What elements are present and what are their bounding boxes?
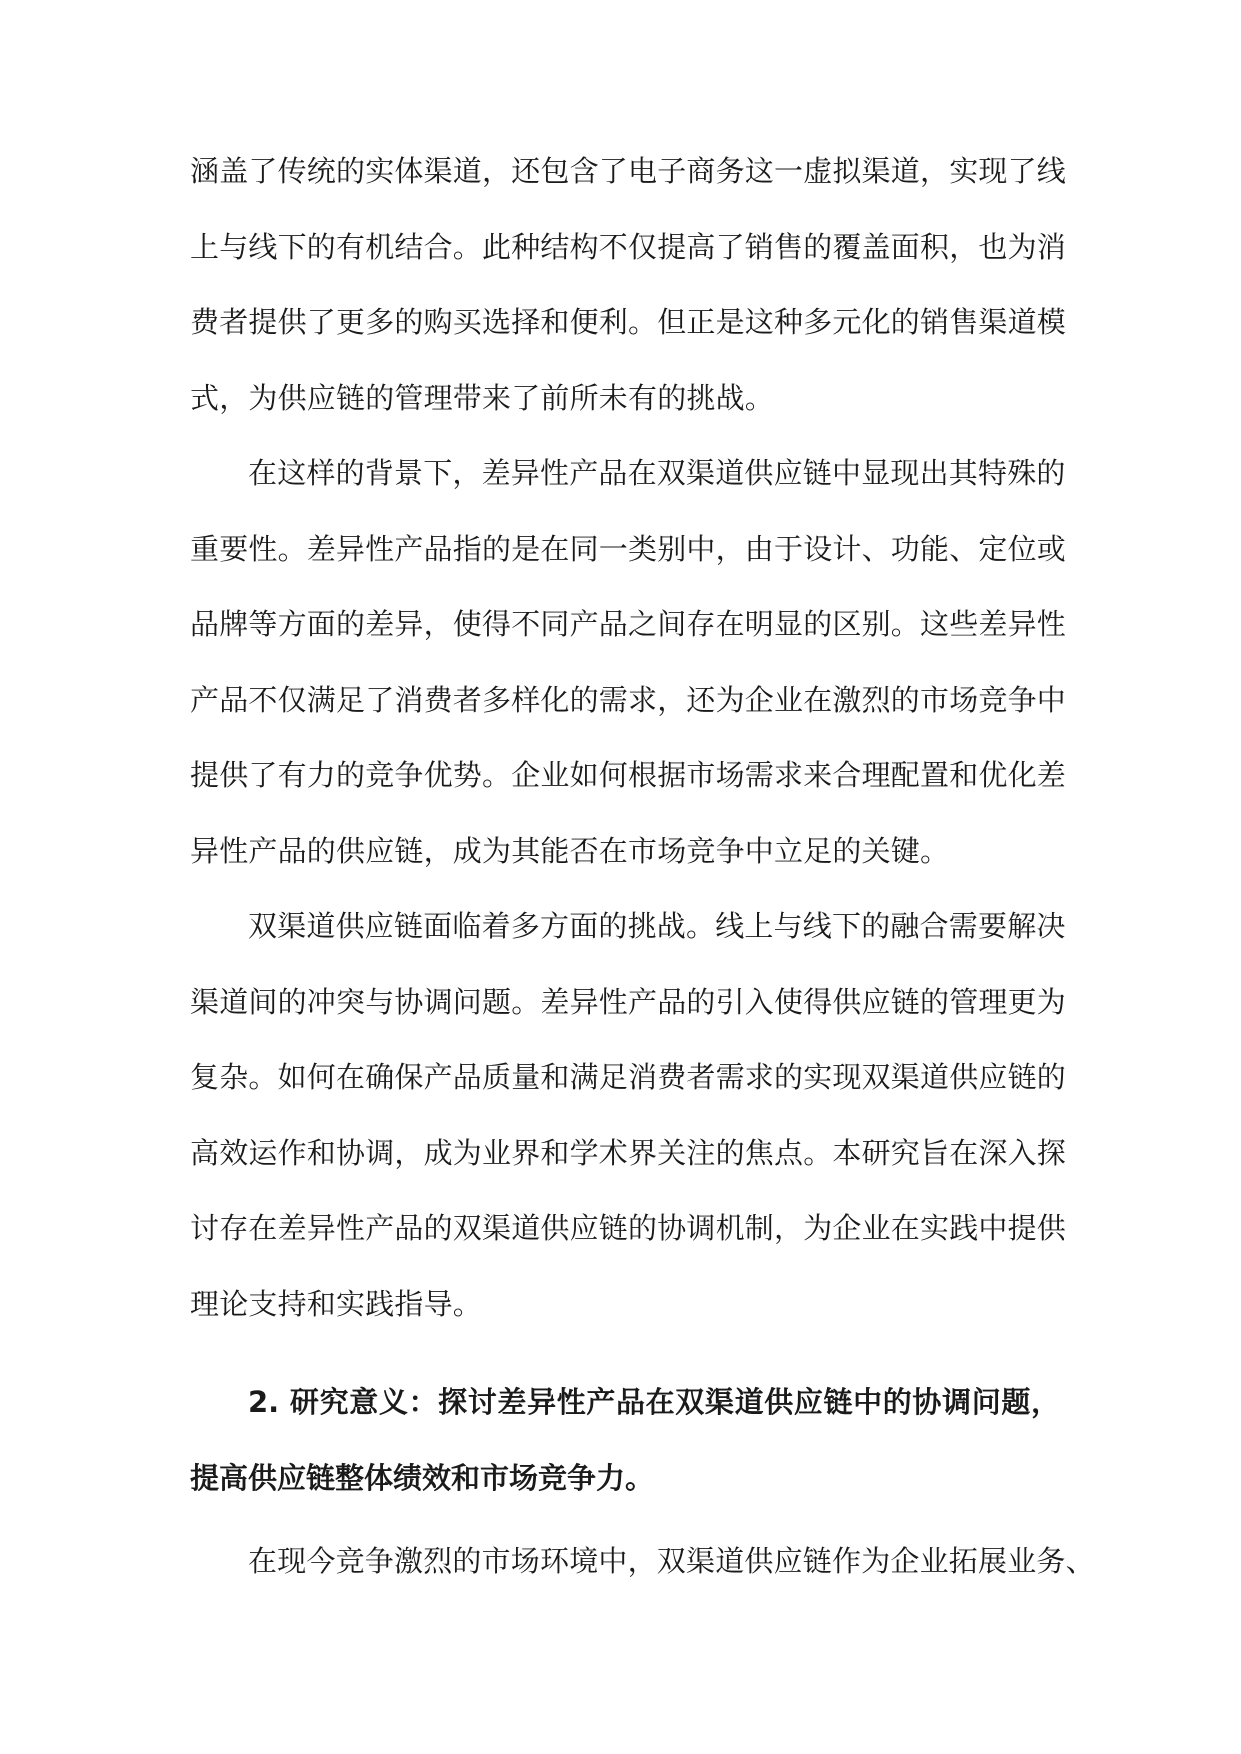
text-line: 品牌等方面的差异，使得不同产品之间存在明显的区别。这些差异性: [190, 607, 1067, 641]
paragraph-3: [190, 898, 1067, 1351]
text-line: 异性产品的供应链，成为其能否在市场竞争中立足的关键。: [190, 833, 950, 868]
text-line: 上与线下的有机结合。此种结构不仅提高了销售的覆盖面积，也为消: [190, 229, 1067, 264]
text-line: 提供了有力的竞争优势。企业如何根据市场需求来合理配置和优化差: [190, 758, 1067, 792]
text-line: 讨存在差异性产品的双渠道供应链的协调机制，为企业在实践中提供: [190, 1211, 1067, 1245]
text-line: 涵盖了传统的实体渠道，还包含了电子商务这一虚拟渠道，实现了线: [190, 154, 1067, 188]
text-line: 式，为供应链的管理带来了前所未有的挑战。: [190, 380, 775, 415]
text-line: 产品不仅满足了消费者多样化的需求，还为企业在激烈的市场竞争中: [190, 682, 1067, 717]
section-heading: [190, 1374, 1060, 1525]
text-line: 理论支持和实践指导。: [190, 1286, 483, 1321]
text-line: 费者提供了更多的购买选择和便利。但正是这种多元化的销售渠道模: [190, 305, 1067, 339]
paragraph-2: [190, 445, 1067, 898]
text-line: 双渠道供应链面临着多方面的挑战。线上与线下的融合需要解决: [248, 909, 1066, 943]
text-line: 在现今竞争激烈的市场环境中，双渠道供应链作为企业拓展业务、: [248, 1544, 1095, 1578]
heading-line: 2. 研究意义：探讨差异性产品在双渠道供应链中的协调问题，: [248, 1385, 1060, 1419]
heading-gap: [190, 1525, 1060, 1533]
text-line: 在这样的背景下，差异性产品在双渠道供应链中显现出其特殊的: [248, 456, 1066, 490]
heading-line: 提高供应链整体绩效和市场竞争力。: [190, 1460, 655, 1495]
text-line: 渠道间的冲突与协调问题。差异性产品的引入使得供应链的管理更为: [190, 984, 1067, 1019]
text-line: 重要性。差异性产品指的是在同一类别中，由于设计、功能、定位或: [190, 531, 1067, 566]
paragraph-1: [190, 143, 1067, 445]
text-line: 复杂。如何在确保产品质量和满足消费者需求的实现双渠道供应链的: [190, 1060, 1067, 1094]
paragraph-gap: [190, 1351, 1060, 1374]
paragraph-4: [190, 1533, 1095, 1609]
document-body: [190, 143, 1095, 1609]
text-line: 高效运作和协调，成为业界和学术界关注的焦点。本研究旨在深入探: [190, 1135, 1067, 1170]
